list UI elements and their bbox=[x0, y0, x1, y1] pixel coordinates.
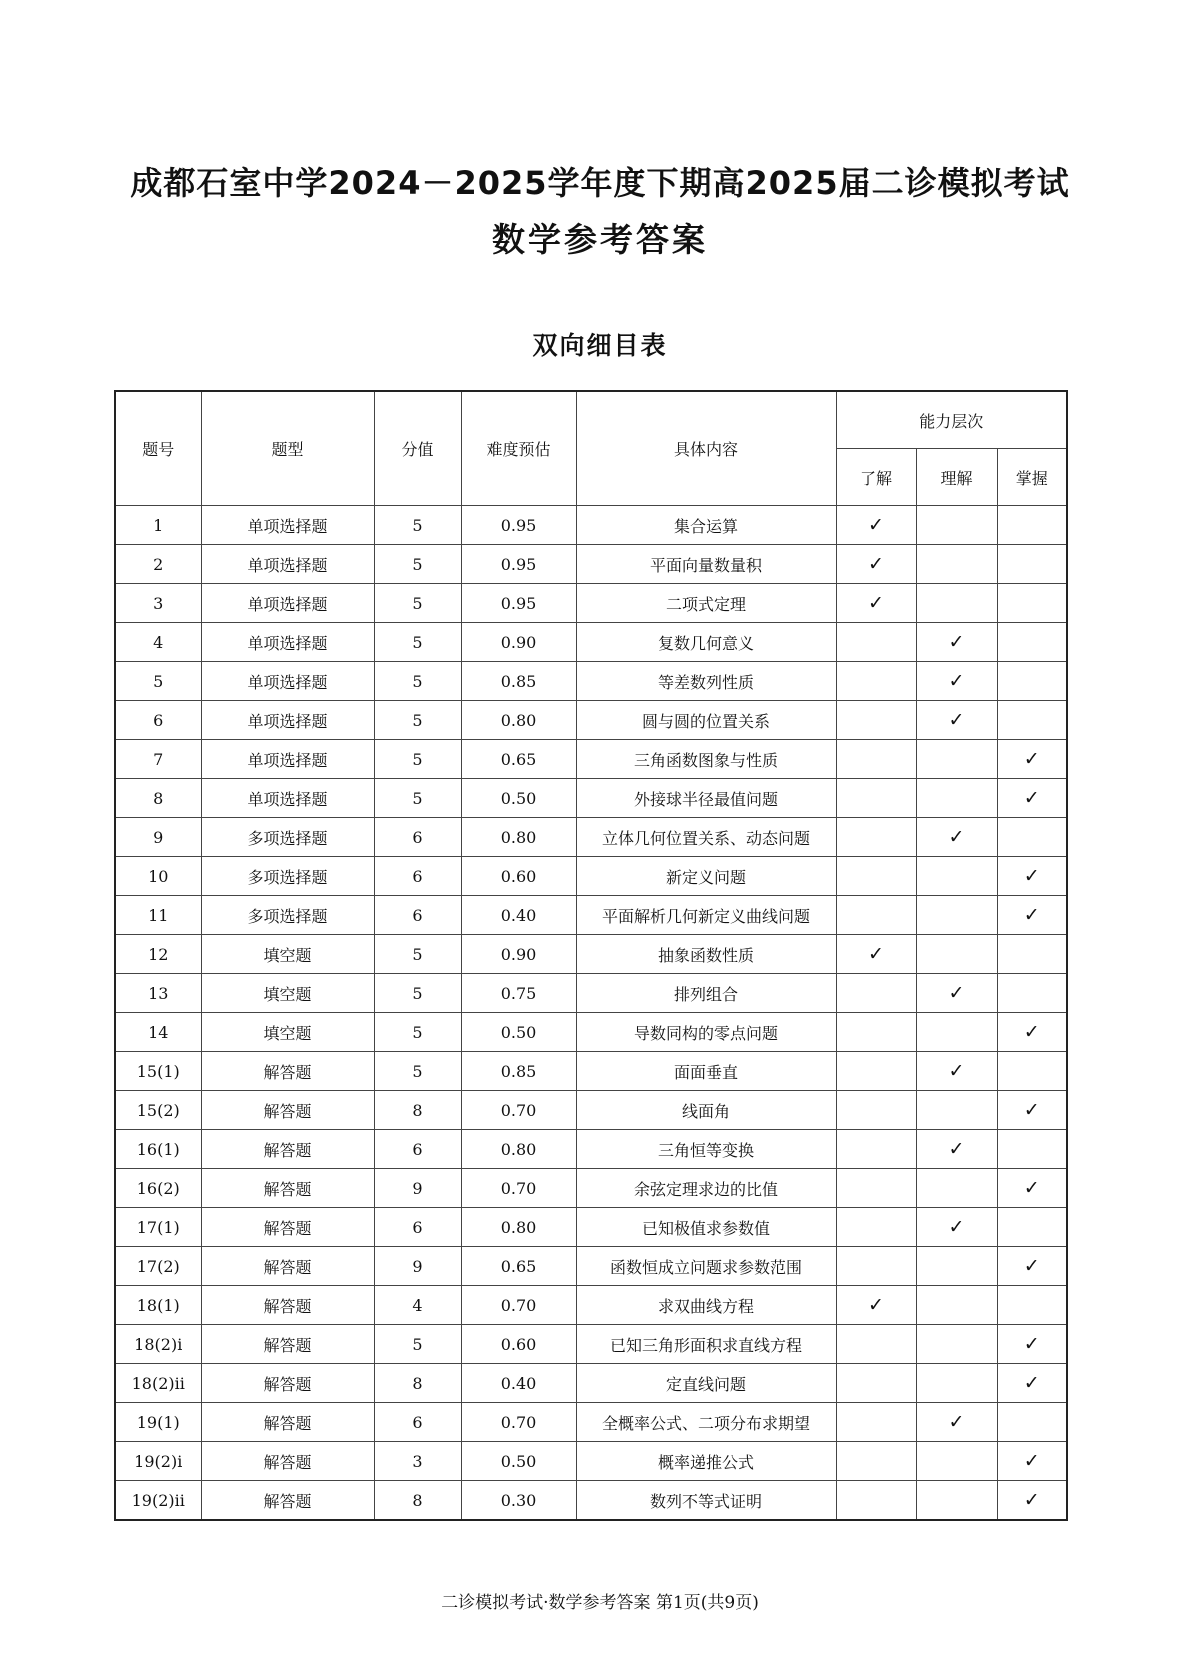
check-mark-icon: ✓ bbox=[948, 669, 965, 692]
cell-question-no: 14 bbox=[115, 1013, 201, 1052]
cell-level-1 bbox=[836, 662, 916, 701]
table-row bbox=[115, 935, 1067, 974]
cell-level-2 bbox=[916, 662, 997, 701]
cell-score: 5 bbox=[374, 935, 461, 974]
cell-content: 平面解析几何新定义曲线问题 bbox=[576, 896, 836, 935]
cell-score: 3 bbox=[374, 1442, 461, 1481]
cell-level-1 bbox=[836, 935, 916, 974]
cell-difficulty: 0.70 bbox=[461, 1286, 576, 1325]
cell-question-no: 19(1) bbox=[115, 1403, 201, 1442]
cell-content: 立体几何位置关系、动态问题 bbox=[576, 818, 836, 857]
cell-level-2 bbox=[916, 1325, 997, 1364]
cell-level-3 bbox=[997, 1091, 1067, 1130]
cell-difficulty: 0.90 bbox=[461, 623, 576, 662]
cell-question-no: 18(2)ⅰ bbox=[115, 1325, 201, 1364]
cell-difficulty: 0.50 bbox=[461, 1013, 576, 1052]
cell-content: 余弦定理求边的比值 bbox=[576, 1169, 836, 1208]
table-row bbox=[115, 779, 1067, 818]
cell-score: 8 bbox=[374, 1091, 461, 1130]
cell-question-type: 单项选择题 bbox=[201, 584, 374, 623]
cell-question-type: 单项选择题 bbox=[201, 623, 374, 662]
cell-question-type: 解答题 bbox=[201, 1364, 374, 1403]
specification-table bbox=[114, 390, 1068, 1521]
cell-difficulty: 0.85 bbox=[461, 662, 576, 701]
cell-difficulty: 0.40 bbox=[461, 1364, 576, 1403]
table-row bbox=[115, 545, 1067, 584]
check-mark-icon: ✓ bbox=[1023, 786, 1040, 809]
col-header-no: 题号 bbox=[115, 391, 201, 506]
table-row bbox=[115, 584, 1067, 623]
check-mark-icon: ✓ bbox=[1023, 1449, 1040, 1472]
cell-level-1 bbox=[836, 1286, 916, 1325]
cell-level-3 bbox=[997, 662, 1067, 701]
cell-question-type: 填空题 bbox=[201, 1013, 374, 1052]
cell-level-2 bbox=[916, 896, 997, 935]
cell-content: 线面角 bbox=[576, 1091, 836, 1130]
cell-level-2 bbox=[916, 779, 997, 818]
col-header-score: 分值 bbox=[374, 391, 461, 506]
cell-level-2 bbox=[916, 506, 997, 545]
cell-score: 5 bbox=[374, 974, 461, 1013]
table-row bbox=[115, 1403, 1067, 1442]
cell-difficulty: 0.65 bbox=[461, 1247, 576, 1286]
cell-content: 外接球半径最值问题 bbox=[576, 779, 836, 818]
cell-level-2 bbox=[916, 1013, 997, 1052]
cell-score: 9 bbox=[374, 1169, 461, 1208]
cell-score: 5 bbox=[374, 623, 461, 662]
cell-level-3 bbox=[997, 1208, 1067, 1247]
cell-question-no: 18(1) bbox=[115, 1286, 201, 1325]
cell-question-no: 6 bbox=[115, 701, 201, 740]
check-mark-icon: ✓ bbox=[868, 942, 884, 965]
check-mark-icon: ✓ bbox=[1023, 1098, 1040, 1121]
cell-question-type: 解答题 bbox=[201, 1091, 374, 1130]
cell-level-3 bbox=[997, 740, 1067, 779]
cell-score: 4 bbox=[374, 1286, 461, 1325]
cell-level-1 bbox=[836, 1052, 916, 1091]
cell-level-3 bbox=[997, 818, 1067, 857]
cell-question-type: 解答题 bbox=[201, 1052, 374, 1091]
check-mark-icon: ✓ bbox=[948, 981, 965, 1004]
cell-level-1 bbox=[836, 1364, 916, 1403]
cell-question-no: 16(2) bbox=[115, 1169, 201, 1208]
cell-level-2 bbox=[916, 584, 997, 623]
cell-difficulty: 0.70 bbox=[461, 1403, 576, 1442]
cell-question-no: 17(1) bbox=[115, 1208, 201, 1247]
cell-level-2 bbox=[916, 1403, 997, 1442]
cell-level-3 bbox=[997, 1013, 1067, 1052]
cell-content: 已知极值求参数值 bbox=[576, 1208, 836, 1247]
cell-content: 新定义问题 bbox=[576, 857, 836, 896]
cell-level-1 bbox=[836, 1442, 916, 1481]
cell-level-2 bbox=[916, 1286, 997, 1325]
cell-score: 8 bbox=[374, 1364, 461, 1403]
cell-level-2 bbox=[916, 623, 997, 662]
col-header-ability: 能力层次 bbox=[836, 391, 1067, 449]
cell-level-2 bbox=[916, 1130, 997, 1169]
check-mark-icon: ✓ bbox=[868, 513, 884, 536]
cell-level-2 bbox=[916, 701, 997, 740]
table-row bbox=[115, 1247, 1067, 1286]
cell-level-2 bbox=[916, 974, 997, 1013]
cell-question-type: 解答题 bbox=[201, 1403, 374, 1442]
cell-level-2 bbox=[916, 818, 997, 857]
cell-level-1 bbox=[836, 1130, 916, 1169]
cell-content: 求双曲线方程 bbox=[576, 1286, 836, 1325]
table-row bbox=[115, 818, 1067, 857]
cell-content: 导数同构的零点问题 bbox=[576, 1013, 836, 1052]
cell-question-no: 2 bbox=[115, 545, 201, 584]
cell-difficulty: 0.50 bbox=[461, 779, 576, 818]
cell-score: 5 bbox=[374, 584, 461, 623]
cell-level-3 bbox=[997, 506, 1067, 545]
check-mark-icon: ✓ bbox=[1023, 1020, 1040, 1043]
cell-question-no: 17(2) bbox=[115, 1247, 201, 1286]
cell-level-3 bbox=[997, 1286, 1067, 1325]
cell-question-no: 19(2)ⅰ bbox=[115, 1442, 201, 1481]
cell-question-type: 解答题 bbox=[201, 1208, 374, 1247]
table-row bbox=[115, 1286, 1067, 1325]
cell-question-no: 18(2)ⅱ bbox=[115, 1364, 201, 1403]
cell-score: 5 bbox=[374, 506, 461, 545]
cell-level-2 bbox=[916, 1052, 997, 1091]
cell-question-type: 解答题 bbox=[201, 1247, 374, 1286]
col-header-content: 具体内容 bbox=[576, 391, 836, 506]
cell-question-no: 15(1) bbox=[115, 1052, 201, 1091]
cell-level-3 bbox=[997, 1364, 1067, 1403]
table-row bbox=[115, 1325, 1067, 1364]
cell-level-1 bbox=[836, 857, 916, 896]
table-row bbox=[115, 623, 1067, 662]
cell-content: 三角恒等变换 bbox=[576, 1130, 836, 1169]
table-row bbox=[115, 701, 1067, 740]
cell-score: 5 bbox=[374, 740, 461, 779]
page-footer: 二诊模拟考试·数学参考答案 第1页(共9页) bbox=[441, 1593, 759, 1613]
cell-difficulty: 0.95 bbox=[461, 584, 576, 623]
cell-level-2 bbox=[916, 1208, 997, 1247]
cell-difficulty: 0.85 bbox=[461, 1052, 576, 1091]
cell-level-2 bbox=[916, 935, 997, 974]
check-mark-icon: ✓ bbox=[1023, 1332, 1040, 1355]
cell-level-3 bbox=[997, 896, 1067, 935]
cell-level-1 bbox=[836, 1325, 916, 1364]
cell-question-no: 11 bbox=[115, 896, 201, 935]
table-row bbox=[115, 1442, 1067, 1481]
check-mark-icon: ✓ bbox=[948, 630, 965, 653]
cell-level-3 bbox=[997, 1169, 1067, 1208]
check-mark-icon: ✓ bbox=[1023, 903, 1040, 926]
cell-content: 三角函数图象与性质 bbox=[576, 740, 836, 779]
cell-question-type: 多项选择题 bbox=[201, 818, 374, 857]
cell-content: 圆与圆的位置关系 bbox=[576, 701, 836, 740]
cell-content: 复数几何意义 bbox=[576, 623, 836, 662]
cell-question-no: 4 bbox=[115, 623, 201, 662]
document-subtitle: 数学参考答案 bbox=[492, 220, 708, 259]
cell-score: 8 bbox=[374, 1481, 461, 1521]
cell-level-3 bbox=[997, 1052, 1067, 1091]
cell-level-3 bbox=[997, 779, 1067, 818]
table-row bbox=[115, 857, 1067, 896]
document-title: 成都石室中学2024－2025学年度下期高2025届二诊模拟考试 bbox=[130, 164, 1070, 202]
cell-difficulty: 0.80 bbox=[461, 1208, 576, 1247]
cell-score: 5 bbox=[374, 1325, 461, 1364]
cell-difficulty: 0.40 bbox=[461, 896, 576, 935]
cell-level-3 bbox=[997, 1481, 1067, 1521]
cell-level-1 bbox=[836, 584, 916, 623]
cell-content: 概率递推公式 bbox=[576, 1442, 836, 1481]
check-mark-icon: ✓ bbox=[948, 825, 965, 848]
cell-level-1 bbox=[836, 1247, 916, 1286]
cell-level-3 bbox=[997, 545, 1067, 584]
cell-level-2 bbox=[916, 1481, 997, 1521]
check-mark-icon: ✓ bbox=[1023, 1371, 1040, 1394]
cell-question-type: 单项选择题 bbox=[201, 662, 374, 701]
cell-score: 5 bbox=[374, 1013, 461, 1052]
cell-question-no: 19(2)ⅱ bbox=[115, 1481, 201, 1521]
cell-difficulty: 0.80 bbox=[461, 818, 576, 857]
cell-level-3 bbox=[997, 623, 1067, 662]
cell-difficulty: 0.30 bbox=[461, 1481, 576, 1521]
cell-level-1 bbox=[836, 896, 916, 935]
cell-level-1 bbox=[836, 740, 916, 779]
cell-question-type: 解答题 bbox=[201, 1481, 374, 1521]
cell-question-no: 10 bbox=[115, 857, 201, 896]
check-mark-icon: ✓ bbox=[1023, 1176, 1040, 1199]
cell-score: 6 bbox=[374, 1403, 461, 1442]
cell-difficulty: 0.60 bbox=[461, 1325, 576, 1364]
cell-question-no: 9 bbox=[115, 818, 201, 857]
cell-difficulty: 0.70 bbox=[461, 1091, 576, 1130]
cell-difficulty: 0.50 bbox=[461, 1442, 576, 1481]
cell-level-1 bbox=[836, 701, 916, 740]
cell-difficulty: 0.95 bbox=[461, 545, 576, 584]
cell-difficulty: 0.60 bbox=[461, 857, 576, 896]
cell-question-type: 解答题 bbox=[201, 1169, 374, 1208]
check-mark-icon: ✓ bbox=[1023, 1254, 1040, 1277]
check-mark-icon: ✓ bbox=[1023, 864, 1040, 887]
cell-difficulty: 0.75 bbox=[461, 974, 576, 1013]
table-row bbox=[115, 1091, 1067, 1130]
cell-level-3 bbox=[997, 935, 1067, 974]
cell-level-1 bbox=[836, 974, 916, 1013]
cell-question-type: 解答题 bbox=[201, 1325, 374, 1364]
table-row bbox=[115, 1169, 1067, 1208]
check-mark-icon: ✓ bbox=[948, 1137, 965, 1160]
cell-question-no: 8 bbox=[115, 779, 201, 818]
section-title: 双向细目表 bbox=[532, 331, 668, 360]
cell-question-type: 多项选择题 bbox=[201, 857, 374, 896]
cell-level-3 bbox=[997, 701, 1067, 740]
cell-content: 等差数列性质 bbox=[576, 662, 836, 701]
cell-level-1 bbox=[836, 1013, 916, 1052]
cell-score: 6 bbox=[374, 1208, 461, 1247]
cell-level-2 bbox=[916, 1247, 997, 1286]
cell-question-no: 5 bbox=[115, 662, 201, 701]
cell-level-2 bbox=[916, 857, 997, 896]
cell-level-1 bbox=[836, 623, 916, 662]
table-row bbox=[115, 662, 1067, 701]
cell-difficulty: 0.90 bbox=[461, 935, 576, 974]
cell-content: 数列不等式证明 bbox=[576, 1481, 836, 1521]
cell-level-1 bbox=[836, 818, 916, 857]
cell-content: 排列组合 bbox=[576, 974, 836, 1013]
table-body bbox=[115, 506, 1067, 1521]
cell-level-1 bbox=[836, 1208, 916, 1247]
cell-level-2 bbox=[916, 1091, 997, 1130]
col-header-difficulty: 难度预估 bbox=[461, 391, 576, 506]
cell-question-type: 解答题 bbox=[201, 1286, 374, 1325]
cell-level-3 bbox=[997, 974, 1067, 1013]
cell-difficulty: 0.80 bbox=[461, 701, 576, 740]
table-row bbox=[115, 1364, 1067, 1403]
cell-score: 6 bbox=[374, 818, 461, 857]
check-mark-icon: ✓ bbox=[948, 708, 965, 731]
cell-question-no: 12 bbox=[115, 935, 201, 974]
col-header-level-comprehend: 理解 bbox=[916, 449, 997, 506]
check-mark-icon: ✓ bbox=[948, 1059, 965, 1082]
cell-score: 6 bbox=[374, 857, 461, 896]
cell-question-no: 3 bbox=[115, 584, 201, 623]
cell-difficulty: 0.65 bbox=[461, 740, 576, 779]
table-row bbox=[115, 896, 1067, 935]
check-mark-icon: ✓ bbox=[948, 1410, 965, 1433]
cell-score: 6 bbox=[374, 1130, 461, 1169]
cell-content: 已知三角形面积求直线方程 bbox=[576, 1325, 836, 1364]
cell-content: 平面向量数量积 bbox=[576, 545, 836, 584]
cell-level-3 bbox=[997, 857, 1067, 896]
cell-level-3 bbox=[997, 1130, 1067, 1169]
cell-question-no: 16(1) bbox=[115, 1130, 201, 1169]
col-header-type: 题型 bbox=[201, 391, 374, 506]
cell-level-3 bbox=[997, 1325, 1067, 1364]
cell-level-2 bbox=[916, 1169, 997, 1208]
cell-level-3 bbox=[997, 1403, 1067, 1442]
cell-level-2 bbox=[916, 740, 997, 779]
cell-content: 面面垂直 bbox=[576, 1052, 836, 1091]
cell-content: 集合运算 bbox=[576, 506, 836, 545]
table-row bbox=[115, 1208, 1067, 1247]
cell-content: 定直线问题 bbox=[576, 1364, 836, 1403]
table-row bbox=[115, 506, 1067, 545]
cell-content: 抽象函数性质 bbox=[576, 935, 836, 974]
col-header-level-understand-basic: 了解 bbox=[836, 449, 916, 506]
check-mark-icon: ✓ bbox=[868, 591, 884, 614]
cell-level-3 bbox=[997, 1442, 1067, 1481]
cell-difficulty: 0.95 bbox=[461, 506, 576, 545]
cell-level-1 bbox=[836, 1403, 916, 1442]
col-header-level-master: 掌握 bbox=[997, 449, 1067, 506]
cell-score: 5 bbox=[374, 1052, 461, 1091]
cell-level-1 bbox=[836, 1481, 916, 1521]
cell-question-no: 1 bbox=[115, 506, 201, 545]
cell-question-type: 单项选择题 bbox=[201, 545, 374, 584]
cell-level-2 bbox=[916, 1364, 997, 1403]
table-row bbox=[115, 1013, 1067, 1052]
cell-difficulty: 0.70 bbox=[461, 1169, 576, 1208]
cell-question-type: 填空题 bbox=[201, 935, 374, 974]
cell-question-type: 解答题 bbox=[201, 1130, 374, 1169]
cell-question-type: 多项选择题 bbox=[201, 896, 374, 935]
check-mark-icon: ✓ bbox=[1023, 747, 1040, 770]
table-row bbox=[115, 1481, 1067, 1521]
cell-level-3 bbox=[997, 584, 1067, 623]
check-mark-icon: ✓ bbox=[1023, 1488, 1040, 1511]
cell-question-type: 解答题 bbox=[201, 1442, 374, 1481]
cell-level-3 bbox=[997, 1247, 1067, 1286]
cell-score: 5 bbox=[374, 779, 461, 818]
cell-question-no: 7 bbox=[115, 740, 201, 779]
cell-score: 5 bbox=[374, 701, 461, 740]
check-mark-icon: ✓ bbox=[948, 1215, 965, 1238]
cell-level-1 bbox=[836, 545, 916, 584]
cell-content: 函数恒成立问题求参数范围 bbox=[576, 1247, 836, 1286]
check-mark-icon: ✓ bbox=[868, 552, 884, 575]
cell-score: 5 bbox=[374, 545, 461, 584]
cell-question-type: 单项选择题 bbox=[201, 740, 374, 779]
cell-question-no: 15(2) bbox=[115, 1091, 201, 1130]
table-row bbox=[115, 1052, 1067, 1091]
cell-question-type: 单项选择题 bbox=[201, 506, 374, 545]
cell-level-1 bbox=[836, 1091, 916, 1130]
cell-content: 全概率公式、二项分布求期望 bbox=[576, 1403, 836, 1442]
cell-score: 6 bbox=[374, 896, 461, 935]
cell-question-type: 单项选择题 bbox=[201, 701, 374, 740]
check-mark-icon: ✓ bbox=[868, 1293, 884, 1316]
cell-question-type: 单项选择题 bbox=[201, 779, 374, 818]
cell-level-1 bbox=[836, 1169, 916, 1208]
table-row bbox=[115, 1130, 1067, 1169]
table-row bbox=[115, 974, 1067, 1013]
cell-content: 二项式定理 bbox=[576, 584, 836, 623]
cell-level-1 bbox=[836, 779, 916, 818]
cell-level-2 bbox=[916, 545, 997, 584]
table-row bbox=[115, 740, 1067, 779]
cell-score: 9 bbox=[374, 1247, 461, 1286]
cell-difficulty: 0.80 bbox=[461, 1130, 576, 1169]
cell-score: 5 bbox=[374, 662, 461, 701]
cell-level-1 bbox=[836, 506, 916, 545]
cell-question-no: 13 bbox=[115, 974, 201, 1013]
cell-level-2 bbox=[916, 1442, 997, 1481]
cell-question-type: 填空题 bbox=[201, 974, 374, 1013]
